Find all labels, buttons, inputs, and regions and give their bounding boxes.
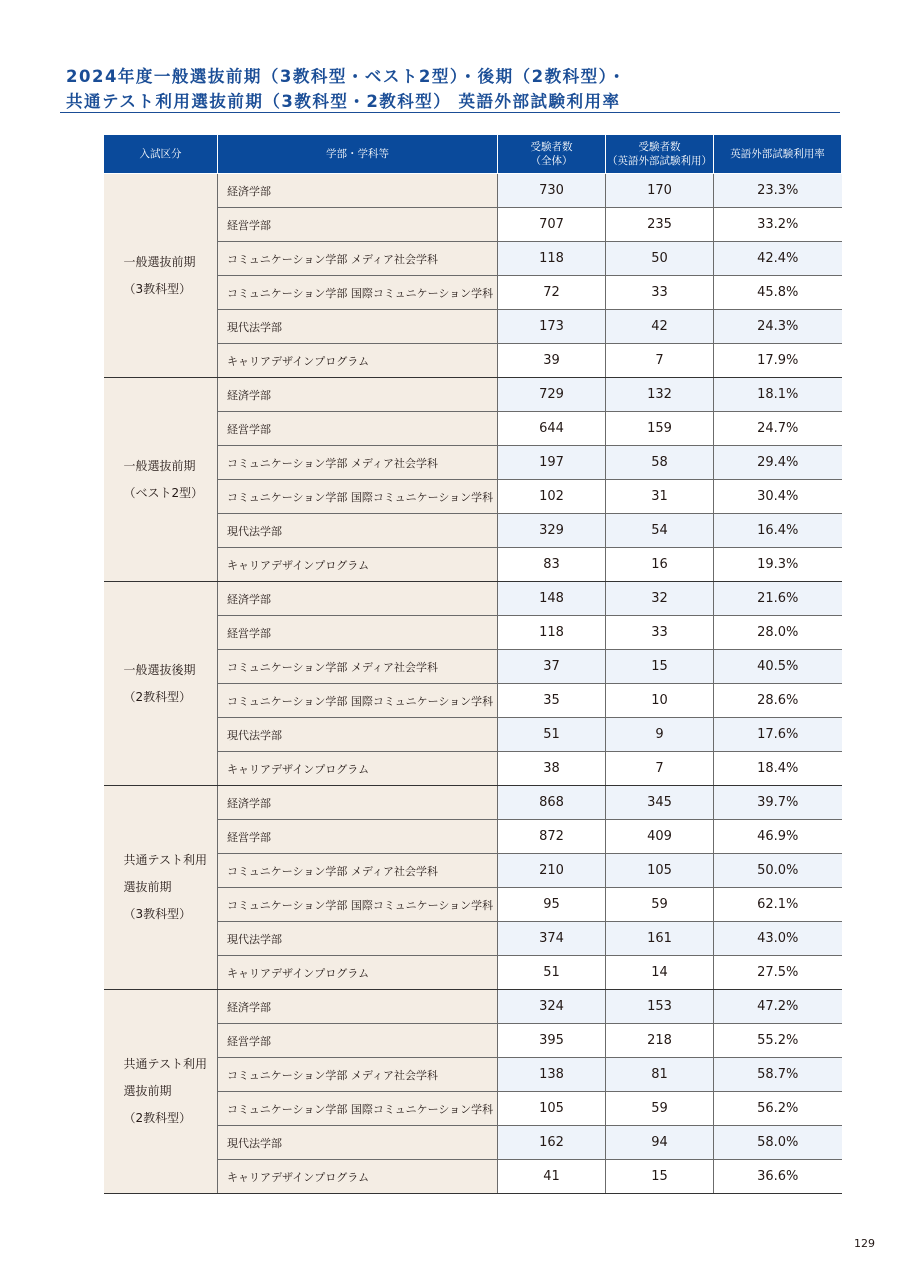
department-cell: 現代法学部 — [218, 718, 498, 752]
department-cell: キャリアデザインプログラム — [218, 956, 498, 990]
rate-cell: 17.9% — [714, 344, 842, 378]
applicants-total-cell: 39 — [498, 344, 606, 378]
applicants-external-cell: 14 — [606, 956, 714, 990]
rate-cell: 28.0% — [714, 616, 842, 650]
applicants-external-cell: 153 — [606, 990, 714, 1024]
applicants-external-cell: 58 — [606, 446, 714, 480]
rate-cell: 62.1% — [714, 888, 842, 922]
applicants-external-cell: 50 — [606, 242, 714, 276]
rate-cell: 18.4% — [714, 752, 842, 786]
rate-cell: 33.2% — [714, 208, 842, 242]
header-applicants-total-line1: 受験者数 — [530, 141, 573, 153]
rate-cell: 45.8% — [714, 276, 842, 310]
department-cell: キャリアデザインプログラム — [218, 344, 498, 378]
table-header-row — [104, 135, 842, 174]
applicants-external-cell: 7 — [606, 344, 714, 378]
applicants-total-cell: 41 — [498, 1160, 606, 1194]
header-applicants-total — [498, 135, 606, 174]
department-cell: コミュニケーション学部 国際コミュニケーション学科 — [218, 888, 498, 922]
applicants-total-cell: 51 — [498, 956, 606, 990]
rate-cell: 56.2% — [714, 1092, 842, 1126]
page-title — [66, 64, 856, 114]
applicants-total-cell: 644 — [498, 412, 606, 446]
exam-category-cell — [104, 378, 218, 582]
header-applicants-total-line2: （全体） — [530, 155, 573, 167]
applicants-total-cell: 395 — [498, 1024, 606, 1058]
rate-cell: 36.6% — [714, 1160, 842, 1194]
department-cell: 経済学部 — [218, 990, 498, 1024]
exam-category-line: 一般選抜前期 — [123, 254, 196, 269]
page-number: 129 — [854, 1237, 875, 1250]
exam-category-line: 選抜前期 — [123, 880, 172, 894]
applicants-external-cell: 33 — [606, 616, 714, 650]
department-cell: コミュニケーション学部 国際コミュニケーション学科 — [218, 480, 498, 514]
applicants-total-cell: 102 — [498, 480, 606, 514]
table-row — [104, 582, 842, 616]
table-body — [104, 174, 842, 1194]
applicants-external-cell: 33 — [606, 276, 714, 310]
header-department: 学部・学科等 — [218, 135, 498, 174]
rate-cell: 24.3% — [714, 310, 842, 344]
exam-category-line: 共通テスト利用 — [123, 853, 208, 867]
header-rate: 英語外部試験利用率 — [714, 135, 842, 174]
header-applicants-external-line1: 受験者数 — [638, 141, 681, 153]
title-line-1: 2024年度一般選抜前期（3教科型・ベスト2型）・後期（2教科型）・ — [66, 67, 627, 86]
department-cell: 現代法学部 — [218, 922, 498, 956]
applicants-total-cell: 173 — [498, 310, 606, 344]
rate-cell: 43.0% — [714, 922, 842, 956]
applicants-external-cell: 170 — [606, 174, 714, 208]
exam-category-line: （2教科型） — [123, 1111, 192, 1125]
exam-category-line: （3教科型） — [123, 281, 192, 296]
applicants-external-cell: 54 — [606, 514, 714, 548]
applicants-total-cell: 210 — [498, 854, 606, 888]
table-row — [104, 378, 842, 412]
department-cell: キャリアデザインプログラム — [218, 1160, 498, 1194]
department-cell: 経営学部 — [218, 412, 498, 446]
applicants-external-cell: 15 — [606, 1160, 714, 1194]
applicants-total-cell: 707 — [498, 208, 606, 242]
title-underline — [60, 112, 840, 113]
applicants-external-cell: 31 — [606, 480, 714, 514]
rate-cell: 18.1% — [714, 378, 842, 412]
rate-cell: 30.4% — [714, 480, 842, 514]
department-cell: 現代法学部 — [218, 310, 498, 344]
applicants-total-cell: 730 — [498, 174, 606, 208]
rate-cell: 39.7% — [714, 786, 842, 820]
applicants-external-cell: 16 — [606, 548, 714, 582]
exam-category-line: 一般選抜後期 — [123, 662, 196, 677]
applicants-total-cell: 324 — [498, 990, 606, 1024]
applicants-total-cell: 872 — [498, 820, 606, 854]
department-cell: コミュニケーション学部 国際コミュニケーション学科 — [218, 684, 498, 718]
applicants-total-cell: 95 — [498, 888, 606, 922]
department-cell: コミュニケーション学部 メディア社会学科 — [218, 1058, 498, 1092]
exam-category-cell — [104, 990, 218, 1194]
rate-cell: 23.3% — [714, 174, 842, 208]
applicants-total-cell: 105 — [498, 1092, 606, 1126]
department-cell: コミュニケーション学部 メディア社会学科 — [218, 650, 498, 684]
applicants-external-cell: 105 — [606, 854, 714, 888]
department-cell: 経営学部 — [218, 1024, 498, 1058]
department-cell: キャリアデザインプログラム — [218, 752, 498, 786]
applicants-total-cell: 197 — [498, 446, 606, 480]
rate-cell: 21.6% — [714, 582, 842, 616]
exam-category-line: 共通テスト利用 — [123, 1057, 208, 1071]
rate-cell: 27.5% — [714, 956, 842, 990]
department-cell: 経済学部 — [218, 786, 498, 820]
applicants-total-cell: 83 — [498, 548, 606, 582]
applicants-total-cell: 329 — [498, 514, 606, 548]
applicants-total-cell: 35 — [498, 684, 606, 718]
table-row — [104, 786, 842, 820]
rate-cell: 50.0% — [714, 854, 842, 888]
department-cell: 経済学部 — [218, 378, 498, 412]
applicants-total-cell: 118 — [498, 242, 606, 276]
rate-cell: 17.6% — [714, 718, 842, 752]
rate-cell: 55.2% — [714, 1024, 842, 1058]
applicants-external-cell: 42 — [606, 310, 714, 344]
applicants-total-cell: 138 — [498, 1058, 606, 1092]
applicants-total-cell: 162 — [498, 1126, 606, 1160]
rate-cell: 46.9% — [714, 820, 842, 854]
usage-rate-table — [103, 134, 842, 1194]
department-cell: コミュニケーション学部 国際コミュニケーション学科 — [218, 276, 498, 310]
applicants-external-cell: 59 — [606, 1092, 714, 1126]
rate-cell: 19.3% — [714, 548, 842, 582]
applicants-external-cell: 161 — [606, 922, 714, 956]
exam-category-cell — [104, 786, 218, 990]
applicants-external-cell: 409 — [606, 820, 714, 854]
department-cell: 経営学部 — [218, 208, 498, 242]
applicants-external-cell: 132 — [606, 378, 714, 412]
department-cell: コミュニケーション学部 メディア社会学科 — [218, 854, 498, 888]
rate-cell: 58.0% — [714, 1126, 842, 1160]
header-category: 入試区分 — [104, 135, 218, 174]
rate-cell: 24.7% — [714, 412, 842, 446]
applicants-external-cell: 10 — [606, 684, 714, 718]
exam-category-line: （3教科型） — [123, 907, 192, 921]
rate-cell: 40.5% — [714, 650, 842, 684]
department-cell: キャリアデザインプログラム — [218, 548, 498, 582]
applicants-external-cell: 59 — [606, 888, 714, 922]
department-cell: 現代法学部 — [218, 514, 498, 548]
exam-category-line: （ベスト2型） — [123, 485, 204, 500]
applicants-external-cell: 235 — [606, 208, 714, 242]
applicants-total-cell: 868 — [498, 786, 606, 820]
department-cell: コミュニケーション学部 メディア社会学科 — [218, 242, 498, 276]
title-line-2: 共通テスト利用選抜前期（3教科型・2教科型） 英語外部試験利用率 — [66, 92, 621, 111]
applicants-total-cell: 118 — [498, 616, 606, 650]
department-cell: 現代法学部 — [218, 1126, 498, 1160]
exam-category-line: 選抜前期 — [123, 1084, 172, 1098]
applicants-external-cell: 7 — [606, 752, 714, 786]
applicants-external-cell: 218 — [606, 1024, 714, 1058]
rate-cell: 47.2% — [714, 990, 842, 1024]
department-cell: 経営学部 — [218, 820, 498, 854]
table-row — [104, 174, 842, 208]
department-cell: 経済学部 — [218, 582, 498, 616]
applicants-total-cell: 51 — [498, 718, 606, 752]
department-cell: コミュニケーション学部 メディア社会学科 — [218, 446, 498, 480]
rate-cell: 29.4% — [714, 446, 842, 480]
department-cell: コミュニケーション学部 国際コミュニケーション学科 — [218, 1092, 498, 1126]
applicants-external-cell: 15 — [606, 650, 714, 684]
applicants-external-cell: 81 — [606, 1058, 714, 1092]
rate-cell: 58.7% — [714, 1058, 842, 1092]
applicants-total-cell: 38 — [498, 752, 606, 786]
applicants-external-cell: 32 — [606, 582, 714, 616]
exam-category-cell — [104, 582, 218, 786]
department-cell: 経済学部 — [218, 174, 498, 208]
applicants-total-cell: 374 — [498, 922, 606, 956]
header-applicants-external-line2: （英語外部試験利用） — [607, 155, 712, 167]
exam-category-line: （2教科型） — [123, 689, 192, 704]
applicants-total-cell: 72 — [498, 276, 606, 310]
applicants-external-cell: 345 — [606, 786, 714, 820]
applicants-external-cell: 9 — [606, 718, 714, 752]
table-row — [104, 990, 842, 1024]
header-applicants-external — [606, 135, 714, 174]
applicants-total-cell: 37 — [498, 650, 606, 684]
exam-category-cell — [104, 174, 218, 378]
rate-cell: 16.4% — [714, 514, 842, 548]
applicants-external-cell: 159 — [606, 412, 714, 446]
applicants-external-cell: 94 — [606, 1126, 714, 1160]
rate-cell: 28.6% — [714, 684, 842, 718]
rate-cell: 42.4% — [714, 242, 842, 276]
applicants-total-cell: 729 — [498, 378, 606, 412]
exam-category-line: 一般選抜前期 — [123, 458, 196, 473]
department-cell: 経営学部 — [218, 616, 498, 650]
applicants-total-cell: 148 — [498, 582, 606, 616]
